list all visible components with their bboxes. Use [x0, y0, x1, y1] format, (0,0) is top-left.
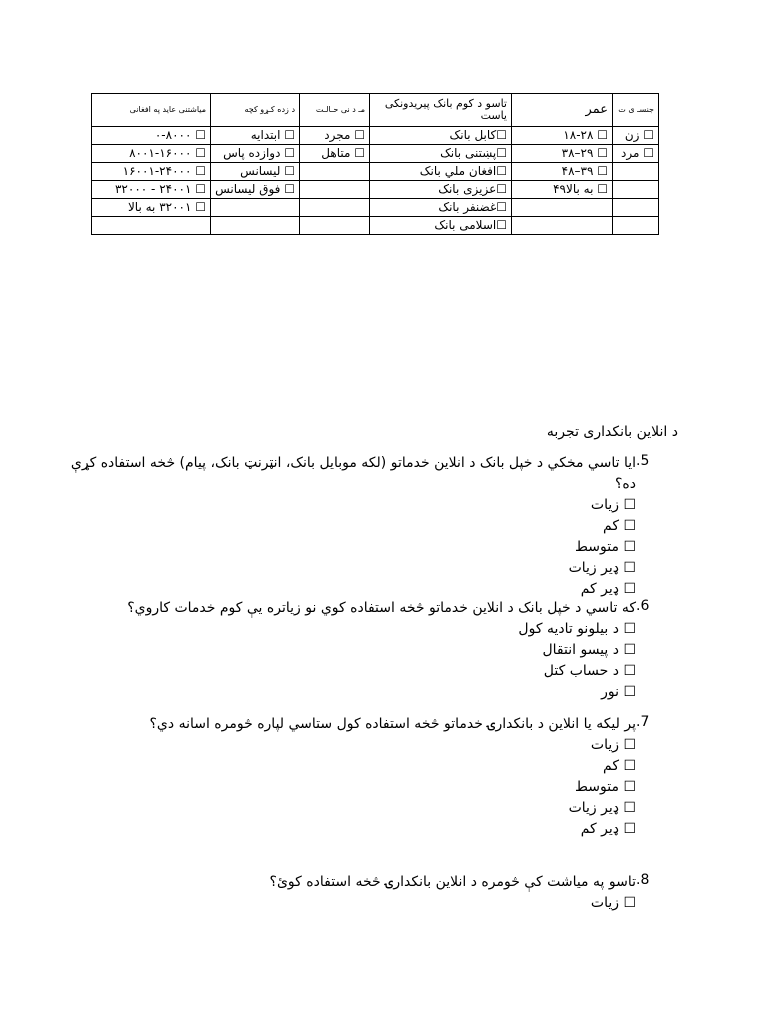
age-cell[interactable]: ☐ ۱۸-۲۸ — [512, 127, 613, 145]
option-checkbox[interactable]: ☐ متوسط — [575, 539, 636, 555]
header-bank: تاسو د کوم بانک پیریدونکی یاست — [370, 94, 512, 127]
education-cell — [211, 199, 300, 217]
marital-cell — [300, 163, 370, 181]
gender-cell — [613, 163, 659, 181]
question-6 — [70, 598, 670, 703]
option-checkbox[interactable]: ☐ متوسط — [575, 779, 636, 795]
gender-cell — [613, 181, 659, 199]
income-cell — [92, 217, 211, 235]
question-text: که تاسي د خپل بانک د انلاین خدماتو څخه استفاده کوي نو زیاتره یې کوم خدمات کاروي؟ — [127, 600, 636, 616]
option-checkbox[interactable]: ☐ د بیلونو تادیه کول — [518, 621, 636, 637]
bank-cell[interactable]: ☐پښتنی بانک — [370, 145, 512, 163]
header-marital-status: مـ د نی حـالـت — [300, 94, 370, 127]
marital-cell[interactable]: ☐ مجرد — [300, 127, 370, 145]
table-row — [92, 217, 659, 235]
bank-cell[interactable]: ☐عزیزی بانک — [370, 181, 512, 199]
question-number: 6. — [636, 598, 650, 614]
bank-cell[interactable]: ☐افغان ملي بانک — [370, 163, 512, 181]
question-8 — [70, 872, 670, 914]
gender-cell — [613, 217, 659, 235]
gender-cell[interactable]: ☐ مرد — [613, 145, 659, 163]
marital-cell — [300, 181, 370, 199]
table-row — [92, 127, 659, 145]
income-cell[interactable]: ☐ ۸۰۰۱-۱۶۰۰۰ — [92, 145, 211, 163]
question-5 — [70, 453, 670, 600]
header-education: د زده کـړو کچه — [211, 94, 300, 127]
table-header-row — [92, 94, 659, 127]
option-checkbox[interactable]: ☐ کم — [603, 518, 636, 534]
option-checkbox[interactable]: ☐ ډیر زیات — [568, 800, 636, 816]
bank-cell[interactable]: ☐غضنفر بانک — [370, 199, 512, 217]
bank-cell[interactable]: ☐کابل بانک — [370, 127, 512, 145]
education-cell[interactable]: ☐ دوازده پاس — [211, 145, 300, 163]
question-text: تاسو په میاشت کې څومره د انلاین بانکدارۍ څخه استفاده کوئ؟ — [269, 874, 636, 890]
demographics-table — [91, 93, 659, 235]
option-checkbox[interactable]: ☐ ډیر زیات — [568, 560, 636, 576]
age-cell[interactable]: ☐ ۲۹–۳۸ — [512, 145, 613, 163]
question-text: ایا تاسي مخکي د خپل بانک د انلاین خدماتو (لکه موبایل بانک، انټرنټ بانک، پیام) څخه استفاده کړې ده؟ — [70, 455, 636, 492]
age-cell — [512, 217, 613, 235]
income-cell[interactable]: ☐ ۱۶۰۰۱-۲۴۰۰۰ — [92, 163, 211, 181]
table-row — [92, 199, 659, 217]
marital-cell[interactable]: ☐ متاهل — [300, 145, 370, 163]
option-checkbox[interactable]: ☐ کم — [603, 758, 636, 774]
question-number: 7. — [636, 714, 650, 730]
option-checkbox[interactable]: ☐ زیات — [590, 895, 636, 911]
gender-cell — [613, 199, 659, 217]
gender-cell[interactable]: ☐ زن — [613, 127, 659, 145]
income-cell[interactable]: ☐ ۲۴۰۰۱ - ۳۲۰۰۰ — [92, 181, 211, 199]
income-cell[interactable]: ☐ ۰-۸۰۰۰ — [92, 127, 211, 145]
option-checkbox[interactable]: ☐ زیات — [590, 737, 636, 753]
education-cell — [211, 217, 300, 235]
table-row — [92, 181, 659, 199]
option-checkbox[interactable]: ☐ ډیر کم — [580, 821, 636, 837]
age-cell[interactable]: ☐ ۳۹–۴۸ — [512, 163, 613, 181]
education-cell[interactable]: ☐ ابتدایه — [211, 127, 300, 145]
header-income: میاشتنی عاید په افغانی — [92, 94, 211, 127]
header-gender: جنسـ ی ت — [613, 94, 659, 127]
question-number: 8. — [636, 872, 650, 888]
age-cell — [512, 199, 613, 217]
bank-cell[interactable]: ☐اسلامی بانک — [370, 217, 512, 235]
option-checkbox[interactable]: ☐ د حساب کتل — [543, 663, 636, 679]
section-title: د انلاین بانکداری تجربه — [546, 424, 678, 440]
education-cell[interactable]: ☐ فوق لیسانس — [211, 181, 300, 199]
header-age: عمر — [512, 94, 613, 127]
marital-cell — [300, 199, 370, 217]
table-row — [92, 145, 659, 163]
option-checkbox[interactable]: ☐ زیات — [590, 497, 636, 513]
income-cell[interactable]: ☐ ۳۲۰۰۱ به بالا — [92, 199, 211, 217]
table-row — [92, 163, 659, 181]
question-7 — [70, 714, 670, 840]
option-checkbox[interactable]: ☐ ډیر کم — [580, 581, 636, 597]
education-cell[interactable]: ☐ لیسانس — [211, 163, 300, 181]
question-number: 5. — [636, 453, 650, 469]
age-cell[interactable]: ☐ به بالا۴۹ — [512, 181, 613, 199]
question-text: پر لیکه یا انلاین د بانکدارۍ خدماتو څخه استفاده کول ستاسي لپاره څومره اسانه دي؟ — [149, 716, 636, 732]
option-checkbox[interactable]: ☐ نور — [601, 684, 636, 700]
marital-cell — [300, 217, 370, 235]
option-checkbox[interactable]: ☐ د پیسو انتقال — [542, 642, 636, 658]
